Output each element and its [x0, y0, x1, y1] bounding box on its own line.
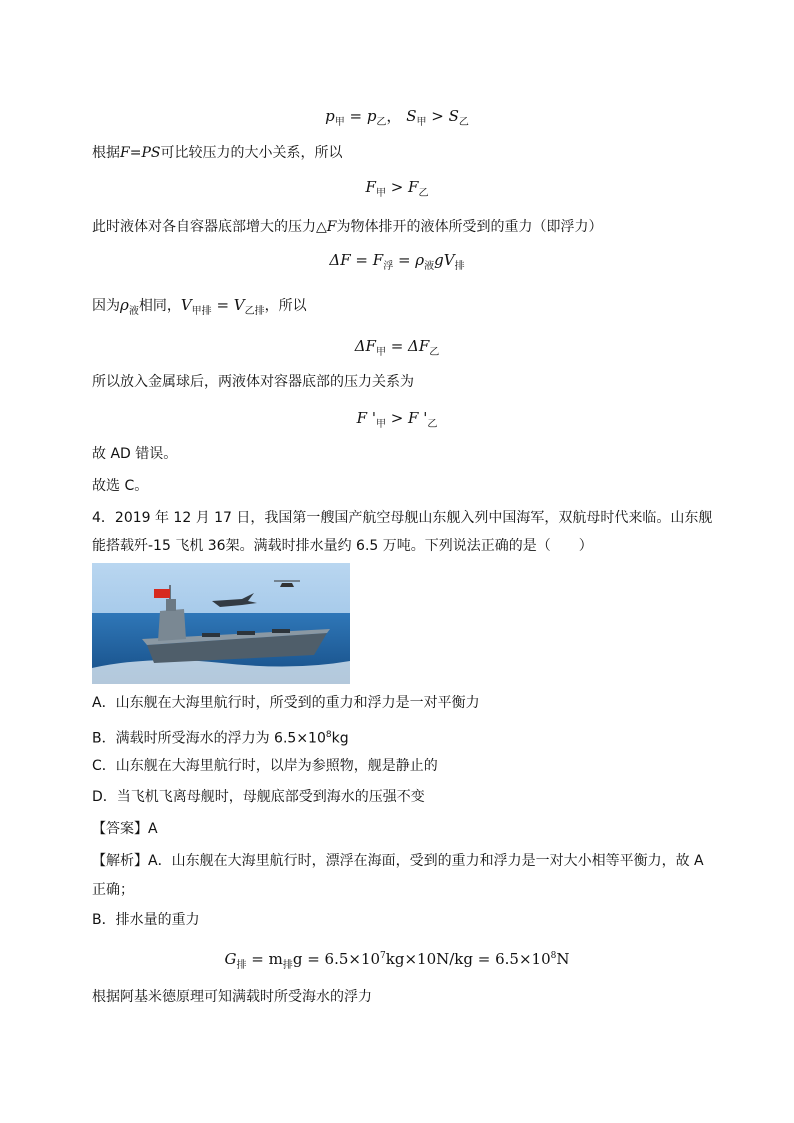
- carrier-island: [158, 609, 186, 641]
- option-d: D．当飞机飞离母舰时，母舰底部受到海水的压强不变: [92, 789, 425, 805]
- option-b: B．满载时所受海水的浮力为 $6.5\times 10^8kg$: [92, 730, 349, 747]
- helicopter: [280, 583, 294, 587]
- option-a: A．山东舰在大海里航行时，所受到的重力和浮力是一对平衡力: [92, 695, 480, 711]
- aircraft-carrier-image: [92, 563, 350, 684]
- text-line-so: 所以放入金属球后，两液体对容器底部的压力关系为: [92, 374, 414, 390]
- equation-force-compare: $F_甲 > F_乙$: [365, 178, 429, 199]
- carrier-mast: [166, 599, 176, 611]
- equation-delta-equal: $\Delta F_甲 = \Delta F_乙$: [354, 337, 440, 358]
- text-line-ad-wrong: 故 AD 错误。: [92, 446, 178, 462]
- equation-f-prime: F '$_甲 > F$ '$_乙$: [356, 409, 438, 430]
- text-line-choose-c: 故选 C。: [92, 478, 149, 494]
- equation-gravity-displacement: $G_排 = m_排g = 6.5\times 10^7kg\times 10N/kg = 6.5\times 10^8N$: [224, 950, 570, 971]
- analysis-b: B．排水量的重力: [92, 912, 200, 928]
- question-4-line-2: 能搭载歼-15 飞机 36架。满载时排水量约 6.5 万吨。下列说法正确的是（ ）: [92, 538, 593, 554]
- option-c: C．山东舰在大海里航行时，以岸为参照物，舰是静止的: [92, 758, 438, 774]
- equation-pressure-area: $p_甲 = p_乙$， $S_甲 > S_乙$: [325, 107, 469, 128]
- analysis-line-1: 【解析】A．山东舰在大海里航行时，漂浮在海面，受到的重力和浮力是一对大小相等平衡力，故 A: [92, 853, 704, 869]
- deck-plane: [237, 631, 255, 635]
- equation-delta-buoyancy: $\Delta F = F_浮 = \rho_液gV_排$: [329, 251, 465, 272]
- flag: [154, 589, 170, 598]
- deck-plane: [272, 629, 290, 633]
- question-4-line-1: 4．2019 年 12 月 17 日，我国第一艘国产航空母舰山东舰入列中国海军，双航母时代来临。山东舰: [92, 510, 713, 526]
- answer-label: 【答案】A: [92, 821, 158, 837]
- text-line-fps: 根据F=PS可比较压力的大小关系，所以: [92, 145, 343, 161]
- deck-plane: [202, 633, 220, 637]
- text-line-delta: 此时液体对各自容器底部增大的压力△F为物体排开的液体所受到的重力（即浮力）: [92, 219, 603, 235]
- text-line-archimedes: 根据阿基米德原理可知满载时所受海水的浮力: [92, 989, 372, 1005]
- analysis-line-2: 正确；: [92, 882, 134, 898]
- text-line-because: 因为$\rho_液$相同，$V_{甲排} = V_{乙排}$，所以: [92, 296, 307, 317]
